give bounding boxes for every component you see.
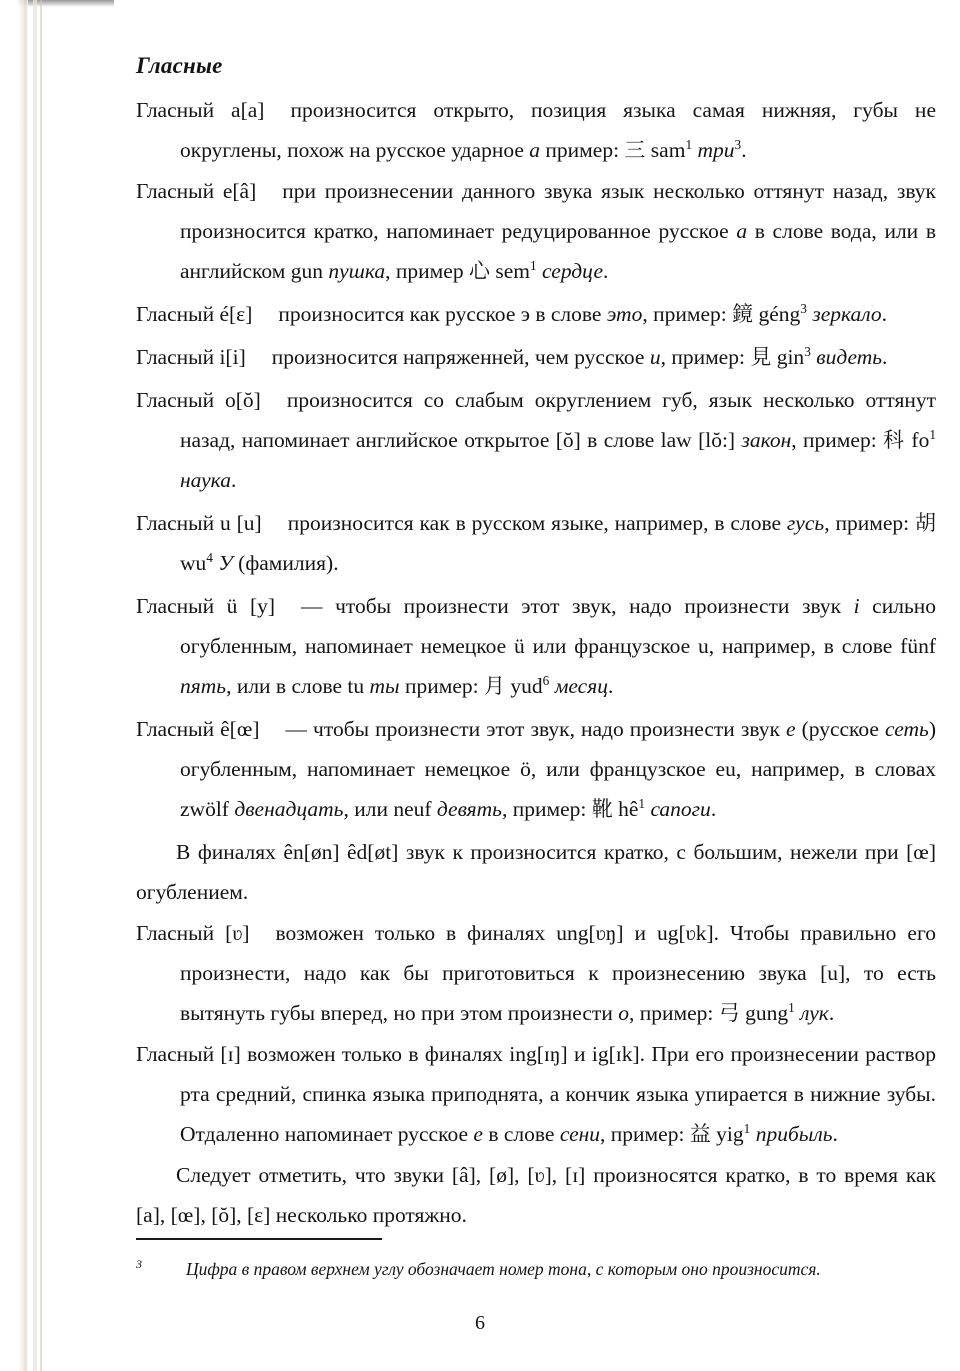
romanization-he: hê — [618, 796, 639, 821]
italic-i-1: и — [649, 344, 661, 369]
body-u-pre: произносится как в русском языке, например, в слове — [287, 510, 787, 535]
body-u-mid: , пример: — [824, 510, 915, 535]
body-eoe-mid2: ) огубленным, напоминает немецкое ö, или французское eu, например, в словах zwölf — [180, 716, 936, 821]
vowel-entry-o — [136, 380, 936, 500]
headword-e-circumflex: Гласный e[â] — [136, 178, 257, 203]
body-eoe-pre: — чтобы произнести этот звук, надо произнести звук — [285, 716, 786, 741]
gloss-i: видеть — [816, 344, 883, 369]
tone-number-ups: 1 — [788, 999, 795, 1015]
romanization-fo: fo — [911, 427, 930, 452]
gloss-o: наука — [180, 467, 231, 492]
hanzi-jing: 鏡 — [732, 301, 754, 326]
italic-eacute-1: это — [606, 301, 643, 326]
footnote-marker: 3 — [136, 1257, 142, 1271]
body-a-pre: произносится открыто, позиция языка самая нижняя, губы не округлены, похож на русское ударное — [180, 97, 936, 162]
body-uu-mid: сильно огубленным, напоминает немецкое ü или французское u, например, в слове fünf — [180, 593, 937, 658]
body-o-end: . — [230, 467, 237, 492]
page-content — [136, 52, 936, 1236]
romanization-sem: sem — [495, 258, 530, 283]
body-u-end: (фамилия). — [232, 550, 339, 575]
body-smi-end: . — [832, 1121, 838, 1146]
hanzi-san: 三 — [624, 137, 646, 162]
body-uu-mid3: пример: — [399, 673, 485, 698]
body-uu-mid2: , или в слове tu — [226, 673, 370, 698]
section-title: Гласные — [136, 53, 223, 78]
body-ups-pre: возможен только в финалях ung[ʋŋ] и ug[ʋk]. Чтобы правильно его произнести, надо как бы приготовиться к произнесению звука [u], то есть вытянуть губы вперед, но при этом произнести — [180, 920, 936, 1025]
romanization-yig: yig — [716, 1121, 744, 1146]
tone-number-eoe: 1 — [638, 795, 646, 811]
body-eacute-end: . — [881, 301, 888, 326]
body-smi-mid: в слове — [482, 1121, 560, 1146]
vowel-entry-a — [136, 90, 936, 170]
hanzi-yue: 月 — [484, 673, 506, 698]
romanization-gin: gin — [776, 344, 805, 369]
vowel-entry-e-circumflex — [136, 171, 936, 291]
body-ups-mid: , пример: — [628, 1000, 719, 1025]
italic-eoe-3: двенадцать — [234, 796, 344, 821]
headword-u: Гласный u [u] — [136, 510, 262, 535]
italic-a-1: а — [529, 137, 541, 162]
page-number: 6 — [475, 1312, 485, 1334]
body-ups-end: . — [828, 1000, 835, 1025]
italic-uu-3: ты — [369, 673, 400, 698]
body-eoe-mid: (русское — [795, 716, 885, 741]
romanization-sam: sam — [650, 137, 686, 162]
hanzi-ke: 科 — [883, 427, 906, 452]
paragraph-finals-note: В финалях ên[øn] êd[øt] звук к произносится кратко, с большим, нежели при [œ] огублением. — [136, 839, 936, 904]
italic-smi-2: сени — [559, 1121, 601, 1146]
romanization-yud: yud — [510, 673, 543, 698]
italic-smi-1: е — [473, 1121, 483, 1146]
gloss-ups: лук — [800, 1000, 829, 1025]
body-o-mid: , пример: — [791, 427, 884, 452]
headword-small-capital-i: Гласный [ɪ] — [136, 1041, 241, 1066]
italic-eoe-1: e — [785, 716, 796, 741]
italic-uu-1: i — [853, 593, 860, 618]
headword-a: Гласный a[a] — [136, 97, 265, 122]
italic-o-1: закон — [741, 427, 792, 452]
italic-eoe-2: сеть — [884, 716, 929, 741]
tone-number-o: 1 — [929, 426, 937, 442]
headword-u-umlaut: Гласный ü [y] — [136, 593, 276, 618]
gloss-a: три — [697, 137, 735, 162]
tone-number-smi: 1 — [743, 1120, 751, 1136]
hanzi-gong: 弓 — [718, 1000, 740, 1025]
tone-number-e: 1 — [529, 257, 537, 273]
paragraph-closing-remark: Следует отметить, что звуки [â], [ø], [ʋ], [ɪ] произносятся кратко, в то время как [a], [œ], [ŏ], [ɛ] несколько протяжно. — [136, 1162, 936, 1227]
body-uu-end: . — [607, 673, 614, 698]
italic-eoe-4: девять — [436, 796, 502, 821]
italic-e-1: а — [736, 218, 748, 243]
body-i-mid: , пример: — [660, 344, 751, 369]
gloss-smi: прибыль — [755, 1121, 833, 1146]
footnote-text — [136, 1249, 936, 1284]
body-e-pre: при произнесении данного звука язык несколько оттянут назад, звук произносится кратко, напоминает редуцированное русское — [180, 178, 936, 243]
tone-number-eacute: 3 — [800, 300, 807, 316]
body-eoe-end: . — [710, 796, 717, 821]
body-eacute-mid: , пример: — [642, 301, 733, 326]
body-e-end: . — [603, 258, 609, 283]
headword-upsilon: Гласный [ʋ] — [136, 920, 250, 945]
hanzi-hu: 胡 — [915, 510, 936, 535]
body-i-end: . — [882, 344, 888, 369]
vowel-entry-e-circumflex-oe — [136, 709, 936, 829]
tone-number-uu: 6 — [542, 672, 550, 688]
vowel-entry-e-acute — [136, 294, 936, 334]
tone-number-a: 1 — [685, 136, 693, 152]
headword-e-acute: Гласный é[ɛ] — [136, 301, 253, 326]
gloss-uu: месяц — [554, 673, 608, 698]
headword-e-circumflex-oe: Гласный ê[œ] — [136, 716, 260, 741]
body-eoe-mid4: , пример: — [501, 796, 592, 821]
footnote-body: Цифра в правом верхнем углу обозначает номер тона, с которым оно произносится. — [186, 1258, 821, 1279]
footnote-ref-3: 3 — [734, 136, 742, 152]
tone-number-u: 4 — [206, 549, 213, 565]
gloss-u: У — [218, 550, 233, 575]
italic-u-1: гусь — [786, 510, 825, 535]
body-o-pre: произносится со слабым округлением губ, язык несколько оттянут назад, напоминает английское открытое [ŏ] в слове law [lŏ:] — [180, 387, 936, 452]
romanization-gung: gung — [745, 1000, 789, 1025]
body-i-pre: произносится напряженней, чем русское — [271, 344, 650, 369]
italic-uu-2: пять — [180, 673, 227, 698]
vowel-entry-small-capital-i — [136, 1034, 936, 1154]
body-eoe-mid3: , или neuf — [343, 796, 437, 821]
body-a-mid: пример: — [540, 137, 625, 162]
body-uu-pre: — чтобы произнести этот звук, надо произнести звук — [301, 593, 854, 618]
hanzi-xin: 心 — [468, 258, 490, 283]
romanization-geng: géng — [758, 301, 801, 326]
gloss-e: сердце — [542, 258, 603, 283]
body-smi-mid2: , пример: — [600, 1121, 690, 1146]
body-smi-pre: возможен только в финалях ing[ɪŋ] и ig[ɪk]. При его произнесении раствор рта средний, спинка языка приподнята, а кончик языка упирается в нижние зубы. Отдаленно напоминает русское — [180, 1041, 936, 1146]
gloss-eoe: сапоги — [650, 796, 711, 821]
vowel-entry-i — [136, 337, 936, 377]
hanzi-yi: 益 — [689, 1121, 711, 1146]
italic-e-2: пушка — [328, 258, 386, 283]
footnote-block — [136, 1238, 936, 1284]
body-a-end: . — [741, 137, 747, 162]
vowel-entry-upsilon — [136, 913, 936, 1033]
vowel-entry-u-umlaut — [136, 586, 936, 706]
tone-number-i: 3 — [804, 343, 811, 359]
headword-i: Гласный i[i] — [136, 344, 246, 369]
hanzi-xue: 靴 — [591, 796, 613, 821]
body-e-mid2: , пример — [385, 258, 469, 283]
gloss-eacute: зеркало — [812, 301, 882, 326]
body-e-mid: в слове вода, или в английском gun — [180, 218, 936, 283]
body-eacute-pre: произносится как русское э в слове — [278, 301, 607, 326]
romanization-wu: wu — [180, 550, 207, 575]
vowel-entry-u — [136, 503, 936, 583]
footnote-separator-rule — [136, 1238, 382, 1240]
headword-o: Гласный o[ŏ] — [136, 387, 261, 412]
italic-ups-1: о — [618, 1000, 629, 1025]
hanzi-jian: 見 — [750, 344, 772, 369]
